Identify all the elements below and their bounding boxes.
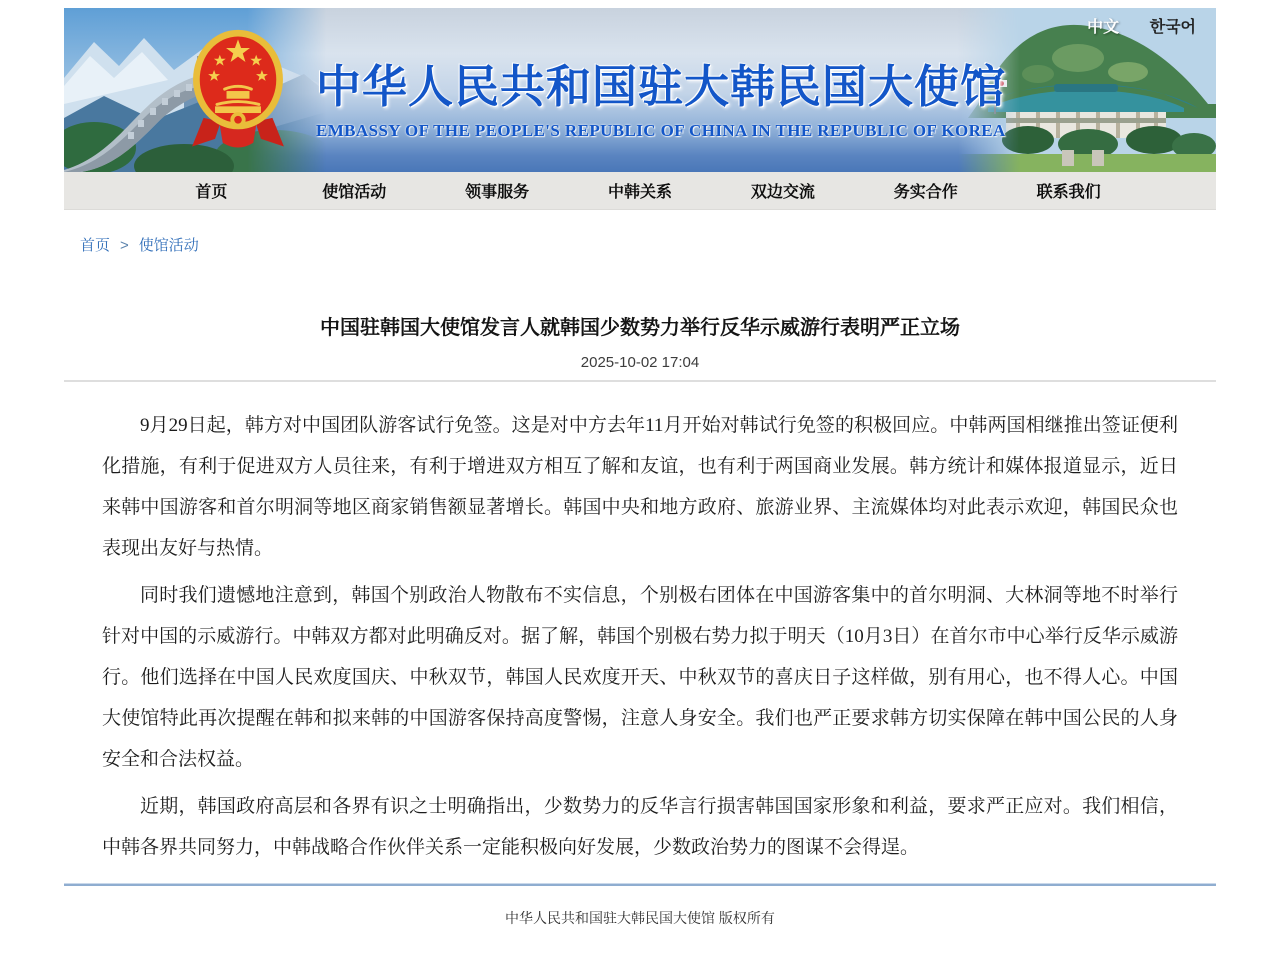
- article-paragraph: 同时我们遗憾地注意到，韩国个别政治人物散布不实信息，个别极右团体在中国游客集中的首尔明洞、大林洞等地不时举行针对中国的示威游行。中韩双方都对此明确反对。据了解，韩国个别极右势力拟于明天（10月3日）在首尔市中心举行反华示威游行。他们选择在中国人民欢度国庆、中秋双节，韩国人民欢度开天、中秋双节的喜庆日子这样做，别有用心，也不得人心。中国大使馆特此再次提醒在韩和拟来韩的中国游客保持高度警惕，注意人身安全。我们也严正要求韩方切实保障在韩中国公民的人身安全和合法权益。: [102, 585, 1178, 770]
- article: [64, 311, 1216, 868]
- nav-item-china-korea-relations[interactable]: 中韩关系: [608, 184, 673, 201]
- article-paragraph: 近期，韩国政府高层和各界有识之士明确指出，少数势力的反华言行损害韩国国家形象和利益，要求严正应对。我们相信，中韩各界共同努力，中韩战略合作伙伴关系一定能积极向好发展，少数政治势力的图谋不会得逞。: [102, 796, 1178, 858]
- copyright-text: 中华人民共和国驻大韩民国大使馆 版权所有: [505, 910, 775, 926]
- main-navigation: [64, 172, 1216, 210]
- article-title: 中国驻韩国大使馆发言人就韩国少数势力举行反华示威游行表明严正立场: [320, 317, 960, 339]
- language-switcher: [1087, 14, 1196, 37]
- article-paragraph: 9月29日起，韩方对中国团队游客试行免签。这是对中方去年11月开始对韩试行免签的积极回应。中韩两国相继推出签证便利化措施，有利于促进双方人员往来，有利于增进双方相互了解和友谊，也有利于两国商业发展。韩方统计和媒体报道显示，近日来韩中国游客和首尔明洞等地区商家销售额显著增长。韩国中央和地方政府、旅游业界、主流媒体均对此表示欢迎，韩国民众也表现出友好与热情。: [102, 415, 1178, 559]
- nav-item-home[interactable]: 首页: [195, 184, 228, 201]
- nav-item-contact-us[interactable]: 联系我们: [1036, 184, 1101, 201]
- breadcrumb-home-link[interactable]: 首页: [80, 237, 111, 254]
- article-body: [64, 405, 1216, 868]
- embassy-title-chinese: 中华人民共和国驻大韩民国大使馆: [316, 61, 1007, 112]
- nav-item-practical-cooperation[interactable]: 务实合作: [893, 184, 958, 201]
- nav-item-bilateral-exchanges[interactable]: 双边交流: [750, 184, 815, 201]
- nav-item-consular-services[interactable]: 领事服务: [465, 184, 530, 201]
- embassy-title-english: EMBASSY OF THE PEOPLE'S REPUBLIC OF CHINA IN THE REPUBLIC OF KOREA: [316, 121, 1006, 140]
- footer: [64, 884, 1216, 928]
- header-banner: [64, 8, 1216, 172]
- page: [64, 0, 1216, 928]
- breadcrumb-separator: >: [120, 237, 129, 254]
- breadcrumb: [64, 234, 1216, 255]
- embassy-titles: [316, 50, 1036, 141]
- lang-chinese-link[interactable]: 中文: [1087, 19, 1120, 36]
- lang-korean-link[interactable]: 한국어: [1149, 19, 1196, 36]
- china-national-emblem-icon: [190, 26, 286, 158]
- article-datetime: 2025-10-02 17:04: [580, 354, 700, 371]
- nav-item-embassy-activities[interactable]: 使馆活动: [322, 184, 387, 201]
- breadcrumb-current-link[interactable]: 使馆活动: [138, 237, 199, 254]
- title-divider: [64, 380, 1216, 382]
